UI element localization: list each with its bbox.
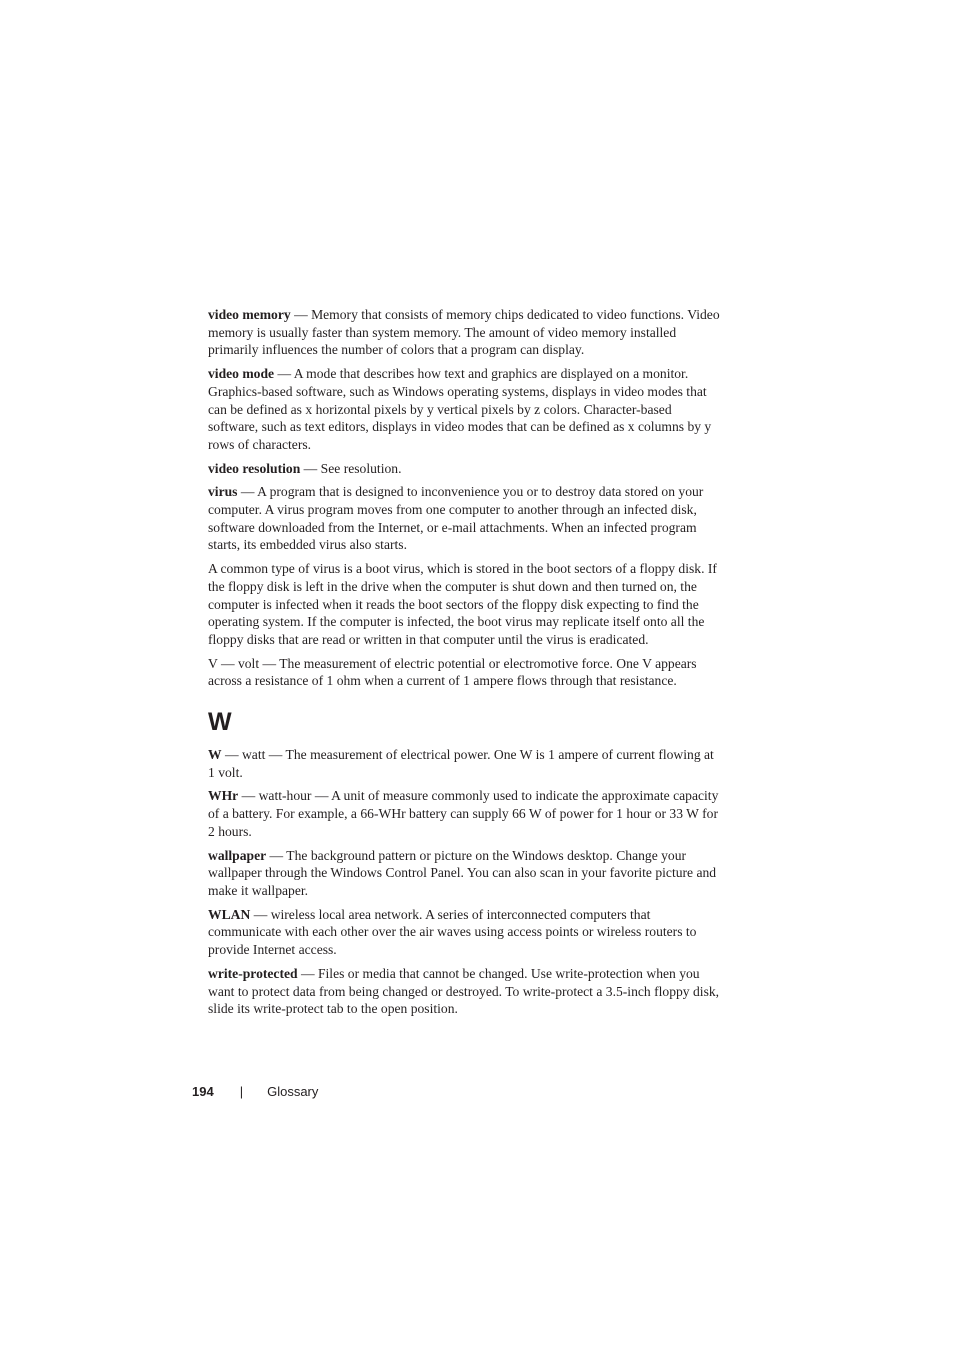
glossary-definition: — A mode that describes how text and graphics are displayed on a monitor. Graphics-based software, such as Windows operating systems, displays in video modes that can be defined as x horizontal pixels by y vertical pixels by z colors. Character-based software, such as text editors, displays in video modes that can be defined as x columns by y rows of characters. — [208, 366, 712, 452]
glossary-term: W — [208, 747, 222, 763]
page-footer — [192, 1083, 318, 1101]
glossary-term: video mode — [208, 366, 275, 382]
glossary-entry-video-resolution — [208, 460, 722, 478]
glossary-entry-watt-hour — [208, 787, 722, 840]
glossary-definition: — watt-hour — A unit of measure commonly used to indicate the approximate capacity of a battery. For example, a 66-WHr battery can supply 66 W of power for 1 hour or 33 W for 2 hours. — [208, 788, 719, 839]
glossary-entry-wallpaper — [208, 847, 722, 900]
glossary-paragraph-boot-virus — [208, 560, 722, 649]
glossary-term: write-protected — [208, 965, 298, 981]
glossary-definition: — A program that is designed to inconvenience you or to destroy data stored on your computer. A virus program moves from one computer to another through an infected disk, software downloaded from the Internet, or e-mail attachments. When an infected program starts, its embedded virus also starts. — [208, 484, 704, 553]
glossary-definition: V — volt — The measurement of electric potential or electromotive force. One V appears across a resistance of 1 ohm when a current of 1 ampere flows through that resistance. — [208, 655, 697, 689]
glossary-term: WLAN — [208, 906, 251, 922]
glossary-entry-virus — [208, 483, 722, 554]
glossary-term: wallpaper — [208, 847, 267, 863]
glossary-definition: — Memory that consists of memory chips dedicated to video functions. Video memory is usually faster than system memory. The amount of video memory installed primarily influences the number of colors that a program can display. — [208, 307, 720, 358]
glossary-term: video resolution — [208, 460, 301, 476]
footer-section-name: Glossary — [267, 1084, 319, 1099]
glossary-entry-write-protected — [208, 965, 722, 1018]
glossary-definition: — watt — The measurement of electrical power. One W is 1 ampere of current flowing at 1 volt. — [208, 747, 714, 780]
glossary-entry-wlan — [208, 906, 722, 959]
glossary-definition: — Files or media that cannot be changed. Use write-protection when you want to protect data from being changed or destroyed. To write-protect a 3.5-inch floppy disk, slide its write-protect tab to the open position. — [208, 965, 720, 1017]
section-heading-w: W — [208, 708, 232, 737]
glossary-entry-video-memory — [208, 306, 722, 359]
glossary-definition: — See resolution. — [300, 460, 402, 476]
glossary-term: video memory — [208, 307, 291, 322]
glossary-entry-watt — [208, 746, 722, 781]
glossary-definition: A common type of virus is a boot virus, which is stored in the boot sectors of a floppy disk. If the floppy disk is left in the drive when the computer is shut down and then turned on, the computer is infected when it reads the boot sectors of the floppy disk expecting to find the operating system. If the computer is infected, the boot virus may replicate itself onto all the floppy disks that are read or written in that computer until the virus is eradicated. — [208, 561, 717, 647]
glossary-term: virus — [208, 484, 238, 500]
page-number: 194 — [192, 1084, 214, 1099]
glossary-content — [208, 306, 722, 1024]
glossary-definition: — wireless local area network. A series of interconnected computers that communicate with each other over the air waves using access points or wireless routers to provide Internet access. — [208, 906, 697, 958]
glossary-entry-volt — [208, 655, 722, 690]
glossary-entry-video-mode — [208, 365, 722, 454]
footer-separator: | — [239, 1084, 244, 1099]
glossary-definition: — The background pattern or picture on the Windows desktop. Change your wallpaper through the Windows Control Panel. You can also scan in your favorite picture and make it wallpaper. — [208, 847, 717, 898]
glossary-term: WHr — [208, 788, 239, 804]
